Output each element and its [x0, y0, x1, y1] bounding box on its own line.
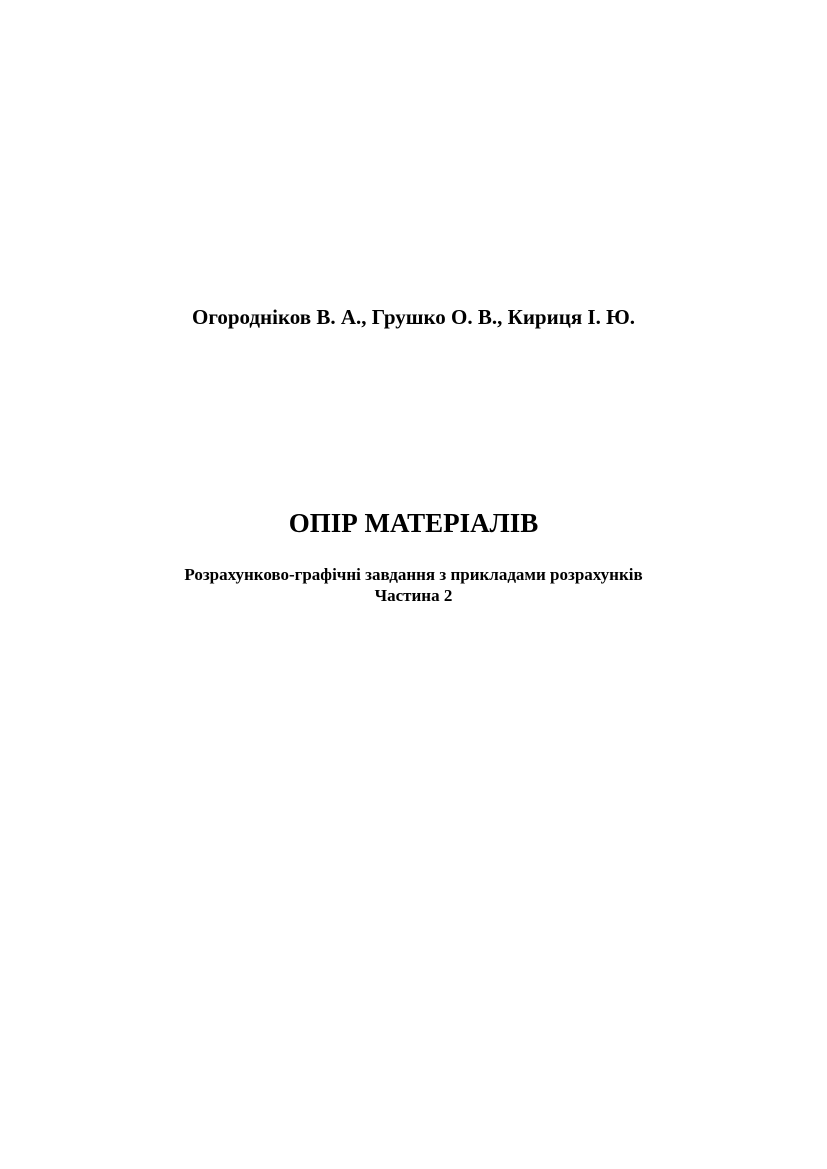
document-title: ОПІР МАТЕРІАЛІВ	[288, 508, 539, 538]
authors-line: Огороднiков В. А., Грушко О. В., Кириця І. Ю.	[191, 305, 635, 329]
document-subtitle: Розрахунково-графічні завдання з прикладами розрахунків	[184, 565, 643, 584]
document-part: Частина 2	[374, 586, 453, 605]
subtitle-block	[0, 564, 827, 606]
